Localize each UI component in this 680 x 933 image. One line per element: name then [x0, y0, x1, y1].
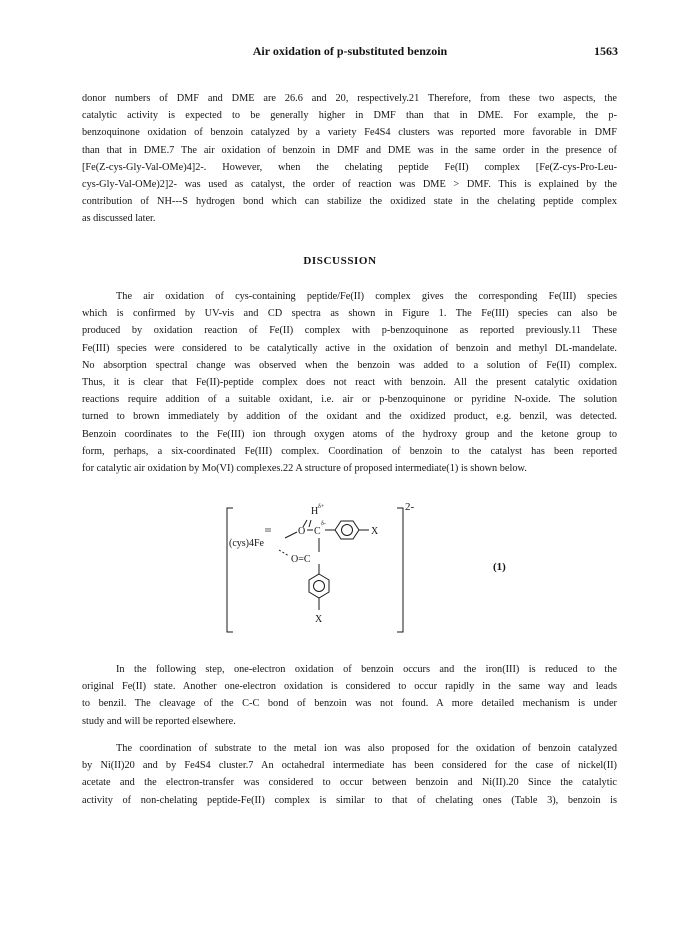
hydrogen-atom: H — [311, 506, 319, 517]
carbon-partial-charge: δ- — [321, 521, 326, 527]
paragraph-solvent-effect — [82, 90, 617, 228]
text-line: to benzil. The cleavage of the C-C bond of benzoin was not found. A more detailed mechanism is under — [82, 698, 617, 710]
paragraph-substrate-coordination — [82, 740, 617, 809]
text-line: The coordination of substrate to the metal ion was also proposed for the oxidation of benzoin catalyzed — [116, 743, 617, 754]
text-line: activity of non-chelating peptide-Fe(II) complex is similar to that of chelating ones (Table 3), benzoin is — [82, 794, 617, 806]
text-line: reactions require addition of a suitable oxidant, i.e. air or p-benzoquinone or pyridine N-oxide. The solution — [82, 394, 617, 406]
text-line: turned to brown immediately by addition of the oxidant and the oxidized product, e.g. benzil, was detected. — [82, 411, 617, 423]
text-line: than that in DME.7 The air oxidation of benzoin in DMF and DME was in the same order in the presence of — [82, 144, 617, 156]
text-line: which is confirmed by UV-vis and CD spectra as shown in Figure 1. The Fe(III) species can also be — [82, 308, 617, 320]
paragraph-one-electron-oxidation — [82, 661, 617, 730]
text-line: Benzoin coordinates to the Fe(III) ion through oxygen atoms of the hydroxy group and the ketone group to — [82, 428, 617, 440]
text-line: study and will be reported elsewhere. — [82, 715, 236, 727]
text-line: In the following step, one-electron oxidation of benzoin occurs and the iron(III) is reduced to the — [116, 664, 617, 675]
text-line: Fe(III) species were considered to be catalytically active in the oxidation of benzoin and methyl DL-mandelate. — [82, 342, 617, 354]
bottom-substituent-x: X — [315, 614, 323, 625]
right-substituent-x: X — [371, 526, 379, 537]
page-number: 1563 — [594, 44, 618, 58]
intermediate-structure-diagram — [223, 500, 463, 648]
text-line: for catalytic air oxidation by Mo(VI) complexes.22 A structure of proposed intermediate(1) is shown below. — [82, 463, 527, 475]
text-line: original Fe(II) state. Another one-electron oxidation is considered to occur rapidly in the same way and leads — [82, 681, 617, 693]
text-line: benzoquinone oxidation of benzoin catalyzed by a variety Fe4S4 clusters was reported more favorable in DMF — [82, 127, 617, 139]
hydroxy-oxygen: O — [298, 526, 306, 537]
text-line: cys-Gly-Val-OMe)2]2- was used as catalyst, the order of reaction was DME > DMF. This is explained by the — [82, 179, 617, 191]
running-header — [82, 44, 618, 62]
text-line: No absorption spectral change was observed when the benzoin was added to a solution of Fe(II) complex. — [82, 359, 617, 371]
text-line: acetate and the electron-transfer was considered to occur between benzoin and Ni(II).20 Since the catalytic — [82, 777, 617, 789]
text-line: by Ni(II)20 and by Fe4S4 cluster.7 An octahedral intermediate has been considered for the case of nickel(II) — [82, 760, 617, 772]
text-line: produced by oxidation reaction of Fe(II) complex with p-benzoquinone as reported previously.11 These — [82, 325, 617, 337]
section-heading: DISCUSSION — [303, 255, 377, 267]
paragraph-discussion — [82, 288, 617, 477]
text-line: contribution of NH---S hydrogen bond which can stabilize the oxidized state in the chelating peptide complex — [82, 196, 617, 208]
complex-charge: 2- — [405, 501, 415, 513]
text-line: as discussed later. — [82, 213, 156, 225]
text-line: donor numbers of DMF and DME are 26.6 and 20, respectively.21 Therefore, from these two aspects, the — [82, 93, 617, 104]
iron-ligand-label: (cys)4Fe — [229, 538, 264, 549]
hydrogen-partial-charge: δ+ — [318, 504, 325, 510]
running-title: Air oxidation of p-substituted benzoin — [252, 44, 448, 58]
hydroxy-carbon: C — [314, 526, 321, 537]
text-line: Thus, it is clear that Fe(II)-peptide complex does not react with benzoin. All the present catalytic oxidation — [82, 377, 617, 389]
text-line: catalytic activity is expected to be generally higher in DMF than that in DME. For example, the p- — [82, 110, 617, 122]
iron-oxidation-state: III — [265, 528, 271, 534]
text-line: [Fe(Z-cys-Gly-Val-OMe)4]2-. However, when the chelating peptide Fe(II) complex [Fe(Z-cys-Pro-Leu- — [82, 161, 617, 173]
carbonyl-group: O=C — [291, 554, 311, 565]
text-line: form, perhaps, a six-coordinated Fe(III) complex. Coordination of benzoin to the catalyst has been reported — [82, 445, 617, 457]
text-line: The air oxidation of cys-containing peptide/Fe(II) complex gives the corresponding Fe(III) species — [116, 291, 617, 302]
compound-number-label: (1) — [493, 561, 506, 573]
